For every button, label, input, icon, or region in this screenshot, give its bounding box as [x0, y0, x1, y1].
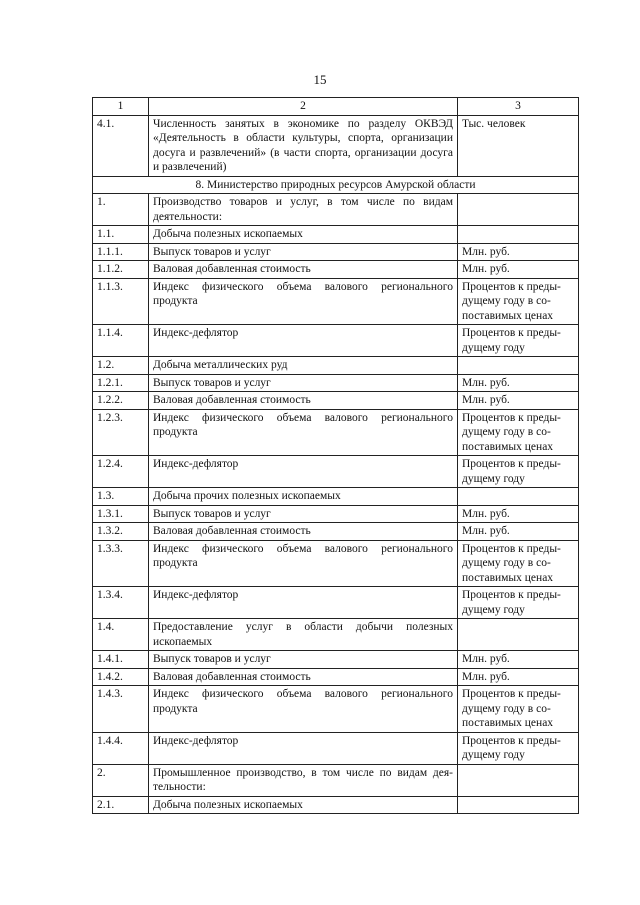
row-number: 1.1.3.	[93, 278, 149, 325]
row-description: Индекс-дефлятор	[149, 325, 458, 357]
row-description: Добыча полезных ископаемых	[149, 796, 458, 814]
table-row	[93, 278, 579, 325]
table-row	[93, 374, 579, 392]
row-description: Численность занятых в экономике по разделу ОКВЭД «Деятельность в области культуры, спорта, организации досуга и развлечений» (в части спорта, организации досуга и развлечений)	[149, 115, 458, 176]
table-row	[93, 409, 579, 456]
row-number: 1.	[93, 194, 149, 226]
row-unit	[458, 488, 579, 506]
table-row	[93, 243, 579, 261]
row-description: Выпуск товаров и услуг	[149, 651, 458, 669]
row-number: 1.2.	[93, 357, 149, 375]
row-description: Добыча прочих полезных ископаемых	[149, 488, 458, 506]
row-number: 1.1.4.	[93, 325, 149, 357]
row-number: 1.3.	[93, 488, 149, 506]
row-number: 1.1.2.	[93, 261, 149, 279]
table-row	[93, 796, 579, 814]
row-description: Выпуск товаров и услуг	[149, 505, 458, 523]
header-col-1: 1	[93, 98, 149, 116]
indicators-table	[92, 97, 579, 814]
header-col-2: 2	[149, 98, 458, 116]
row-description: Выпуск товаров и услуг	[149, 243, 458, 261]
row-number: 2.	[93, 764, 149, 796]
row-unit: Млн. руб.	[458, 651, 579, 669]
row-unit: Процентов к преды-дущему году	[458, 732, 579, 764]
row-number: 1.2.2.	[93, 392, 149, 410]
table-row	[93, 115, 579, 176]
header-col-3: 3	[458, 98, 579, 116]
row-unit	[458, 226, 579, 244]
row-description: Добыча металлических руд	[149, 357, 458, 375]
row-description: Добыча полезных ископаемых	[149, 226, 458, 244]
row-description: Валовая добавленная стоимость	[149, 523, 458, 541]
row-unit	[458, 796, 579, 814]
row-description: Индекс-дефлятор	[149, 456, 458, 488]
row-description: Индекс-дефлятор	[149, 587, 458, 619]
row-number: 1.2.4.	[93, 456, 149, 488]
row-unit: Процентов к преды-дущему году в со-поставимых ценах	[458, 686, 579, 733]
row-number: 1.4.	[93, 619, 149, 651]
table-row	[93, 325, 579, 357]
row-description: Промышленное производство, в том числе по видам дея-тельности:	[149, 764, 458, 796]
row-number: 1.1.	[93, 226, 149, 244]
row-unit: Млн. руб.	[458, 374, 579, 392]
table-header-row	[93, 98, 579, 116]
row-unit: Млн. руб.	[458, 523, 579, 541]
row-number: 4.1.	[93, 115, 149, 176]
row-description: Индекс-дефлятор	[149, 732, 458, 764]
table-body	[93, 98, 579, 814]
row-description: Валовая добавленная стоимость	[149, 668, 458, 686]
table-row	[93, 261, 579, 279]
row-number: 1.1.1.	[93, 243, 149, 261]
table-row	[93, 488, 579, 506]
table-row	[93, 651, 579, 669]
row-unit	[458, 357, 579, 375]
row-number: 1.4.3.	[93, 686, 149, 733]
row-number: 1.4.4.	[93, 732, 149, 764]
row-unit: Млн. руб.	[458, 505, 579, 523]
row-description: Валовая добавленная стоимость	[149, 392, 458, 410]
table-row	[93, 764, 579, 796]
row-description: Производство товаров и услуг, в том числе по видам деятельности:	[149, 194, 458, 226]
row-number: 2.1.	[93, 796, 149, 814]
row-unit: Процентов к преды-дущему году в со-поставимых ценах	[458, 409, 579, 456]
row-number: 1.3.2.	[93, 523, 149, 541]
row-number: 1.4.2.	[93, 668, 149, 686]
row-description: Индекс физического объема валового регионального продукта	[149, 540, 458, 587]
row-unit: Процентов к преды-дущему году в со-поставимых ценах	[458, 278, 579, 325]
table-row	[93, 357, 579, 375]
row-number: 1.3.3.	[93, 540, 149, 587]
table-row	[93, 619, 579, 651]
table-row	[93, 540, 579, 587]
table-row	[93, 505, 579, 523]
table-row	[93, 392, 579, 410]
row-description: Выпуск товаров и услуг	[149, 374, 458, 392]
row-unit: Процентов к преды-дущему году	[458, 325, 579, 357]
row-unit	[458, 764, 579, 796]
row-unit: Млн. руб.	[458, 392, 579, 410]
row-unit: Млн. руб.	[458, 243, 579, 261]
row-unit: Процентов к преды-дущему году	[458, 587, 579, 619]
row-description: Индекс физического объема валового регионального продукта	[149, 409, 458, 456]
table-row	[93, 686, 579, 733]
row-number: 1.4.1.	[93, 651, 149, 669]
row-unit	[458, 194, 579, 226]
row-description: Валовая добавленная стоимость	[149, 261, 458, 279]
table-row	[93, 456, 579, 488]
table-row	[93, 523, 579, 541]
row-number: 1.2.1.	[93, 374, 149, 392]
table-row	[93, 732, 579, 764]
section-title: 8. Министерство природных ресурсов Амурской области	[93, 176, 579, 194]
row-unit: Тыс. человек	[458, 115, 579, 176]
row-description: Предоставление услуг в области добычи полезных ископаемых	[149, 619, 458, 651]
row-unit: Процентов к преды-дущему году	[458, 456, 579, 488]
row-unit: Процентов к преды-дущему году в со-поставимых ценах	[458, 540, 579, 587]
row-description: Индекс физического объема валового регионального продукта	[149, 686, 458, 733]
row-unit	[458, 619, 579, 651]
row-number: 1.3.4.	[93, 587, 149, 619]
row-unit: Млн. руб.	[458, 261, 579, 279]
table-row	[93, 668, 579, 686]
table-row	[93, 194, 579, 226]
row-unit: Млн. руб.	[458, 668, 579, 686]
page-number: 15	[313, 72, 327, 87]
table-row	[93, 587, 579, 619]
row-number: 1.2.3.	[93, 409, 149, 456]
section-heading-row	[93, 176, 579, 194]
table-row	[93, 226, 579, 244]
row-number: 1.3.1.	[93, 505, 149, 523]
row-description: Индекс физического объема валового регионального продукта	[149, 278, 458, 325]
